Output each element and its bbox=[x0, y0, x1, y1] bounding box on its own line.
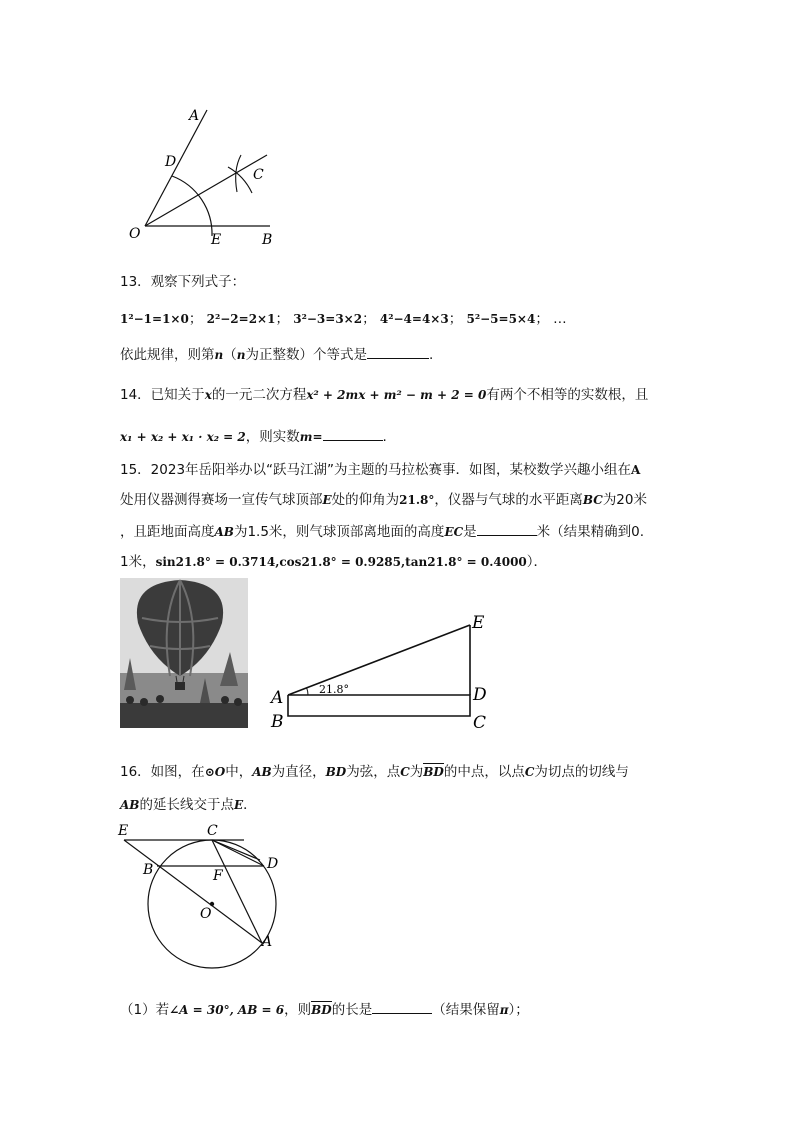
segment-bc: BC bbox=[582, 493, 603, 507]
var-n: n bbox=[214, 348, 224, 362]
label-b: B bbox=[262, 232, 273, 248]
sep: ； bbox=[448, 311, 463, 327]
label-a: A bbox=[189, 108, 200, 124]
text: 有两个不相等的实数根，且 bbox=[486, 387, 649, 403]
text: （1）若 bbox=[120, 1002, 170, 1018]
text: ，仪器与气球的水平距离 bbox=[434, 492, 583, 508]
q14-line1 bbox=[120, 383, 648, 403]
q16-line1 bbox=[120, 760, 629, 780]
answer-blank-15[interactable] bbox=[477, 523, 537, 536]
text: ）； bbox=[508, 1002, 529, 1018]
elevation-figure bbox=[268, 608, 498, 733]
given-values: ∠A = 30°, AB = 6 bbox=[169, 1003, 285, 1017]
pi: π bbox=[499, 1003, 509, 1017]
segment-ab: AB bbox=[120, 798, 140, 812]
answer-blank-16-1[interactable] bbox=[372, 1001, 432, 1014]
text: 1米， bbox=[120, 554, 156, 570]
sep: ； bbox=[188, 311, 203, 327]
text: . bbox=[382, 429, 387, 445]
circle-o: ⊙O bbox=[204, 765, 226, 779]
rect-abcd bbox=[288, 695, 470, 716]
point-e: E bbox=[322, 493, 332, 507]
label-a: A bbox=[262, 934, 273, 950]
q16-line2 bbox=[120, 793, 257, 813]
text: 为弦，点 bbox=[346, 764, 401, 780]
angle-bisector-figure bbox=[125, 100, 285, 250]
sep: ； bbox=[362, 311, 376, 327]
angle-value: 21.8° bbox=[399, 493, 435, 507]
q13-question bbox=[120, 343, 433, 363]
q13-eq5: 5²−5=5×4 bbox=[466, 312, 536, 326]
line-ea bbox=[124, 840, 262, 943]
text: 中， bbox=[225, 764, 253, 780]
text: 14．已知关于 bbox=[120, 387, 205, 403]
trig-values: sin21.8° = 0.3714,cos21.8° = 0.9285,tan21.8° = 0.4000 bbox=[155, 555, 527, 569]
label-c: C bbox=[253, 167, 264, 183]
text: 为直径， bbox=[271, 764, 326, 780]
text: 的中点，以点 bbox=[443, 764, 525, 780]
arc-de bbox=[172, 176, 212, 236]
segment-ec: EC bbox=[444, 525, 464, 539]
chord-cd bbox=[212, 840, 264, 866]
text: （ bbox=[223, 347, 237, 363]
label-o: O bbox=[129, 226, 141, 242]
text: ． bbox=[243, 797, 257, 813]
q16-sub1 bbox=[120, 998, 529, 1018]
circle-figure bbox=[112, 818, 292, 978]
angle-arc bbox=[307, 688, 308, 695]
segment-ae bbox=[288, 625, 470, 695]
text: 为1.5米，则气球顶部离地面的高度 bbox=[233, 524, 445, 540]
text: 为正整数）个等式是 bbox=[245, 347, 367, 363]
q15-line1 bbox=[120, 458, 640, 478]
arc-mark-2 bbox=[236, 155, 241, 192]
q13-ellipsis: … bbox=[553, 311, 567, 327]
text: 为切点的切线与 bbox=[534, 764, 629, 780]
label-c: C bbox=[207, 823, 218, 839]
text: ，则实数 bbox=[245, 429, 300, 445]
text: 的长是 bbox=[331, 1002, 373, 1018]
q14-line2 bbox=[120, 425, 387, 445]
label-angle: 21.8° bbox=[319, 683, 349, 696]
text: ，则 bbox=[284, 1002, 312, 1018]
label-b: B bbox=[271, 712, 284, 732]
sep: ； bbox=[535, 311, 549, 327]
label-c: C bbox=[473, 713, 487, 733]
q14-condition: x₁ + x₂ + x₁ · x₂ = 2 bbox=[120, 430, 246, 444]
balloon-photo bbox=[120, 578, 248, 728]
q13-stem: 13．观察下列式子： bbox=[120, 274, 246, 290]
q14-equation: x² + 2mx + m² − m + 2 = 0 bbox=[306, 388, 487, 402]
text: 处的仰角为 bbox=[331, 492, 400, 508]
answer-blank-14[interactable] bbox=[323, 428, 383, 441]
text: 15．2023年岳阳举办以“跃马江湖”为主题的马拉松赛事．如图，某校数学兴趣小组在 bbox=[120, 462, 632, 478]
label-b: B bbox=[143, 862, 154, 878]
text: 的一元二次方程 bbox=[211, 387, 307, 403]
q13-eq2: 2²−2=2×1 bbox=[206, 312, 276, 326]
point-c: C bbox=[524, 765, 535, 779]
label-d: D bbox=[267, 856, 279, 872]
chord-cd-2 bbox=[212, 840, 260, 860]
text: 16．如图，在 bbox=[120, 764, 205, 780]
label-e: E bbox=[472, 613, 485, 633]
label-f: F bbox=[213, 868, 223, 884]
label-o: O bbox=[200, 906, 212, 922]
text: . bbox=[428, 347, 434, 363]
var-n: n bbox=[236, 348, 246, 362]
q13-eq3: 3²−3=3×2 bbox=[293, 312, 363, 326]
text: （结果保留 bbox=[432, 1002, 500, 1018]
q13-equations bbox=[120, 307, 567, 327]
text: 为 bbox=[409, 764, 424, 780]
arc-bd: BD bbox=[311, 1003, 332, 1017]
point-e: E bbox=[233, 798, 244, 812]
label-e: E bbox=[118, 823, 129, 839]
text: ，且距地面高度 bbox=[120, 524, 215, 540]
text: ）． bbox=[526, 554, 548, 570]
point-a: A bbox=[631, 463, 641, 477]
arc-bd: BD bbox=[423, 765, 444, 779]
label-a: A bbox=[271, 688, 284, 708]
q15-line3 bbox=[120, 520, 644, 540]
label-e: E bbox=[211, 232, 222, 248]
text: 的延长线交于点 bbox=[139, 797, 234, 813]
point-c: C bbox=[400, 765, 410, 779]
text: 为20米 bbox=[602, 492, 647, 508]
sep: ； bbox=[275, 311, 289, 327]
var-m: m bbox=[299, 430, 313, 444]
q15-line2 bbox=[120, 488, 647, 508]
segment-bd: BD bbox=[325, 765, 347, 779]
segment-ab: AB bbox=[252, 765, 272, 779]
segment-ab: AB bbox=[214, 525, 234, 539]
answer-blank-13[interactable] bbox=[367, 346, 429, 359]
text: 处用仪器测得赛场一宣传气球顶部 bbox=[120, 492, 323, 508]
q13-eq1: 1²−1=1×0 bbox=[120, 312, 189, 326]
var-x: x bbox=[204, 388, 212, 402]
equals: = bbox=[312, 430, 323, 444]
label-d: D bbox=[165, 154, 177, 170]
q15-line4 bbox=[120, 550, 547, 570]
text: 依此规律，则第 bbox=[120, 347, 215, 363]
label-d: D bbox=[473, 685, 487, 705]
text: 米（结果精确到0. bbox=[536, 524, 645, 540]
text: 是 bbox=[463, 524, 477, 540]
q13-eq4: 4²−4=4×3 bbox=[379, 312, 449, 326]
